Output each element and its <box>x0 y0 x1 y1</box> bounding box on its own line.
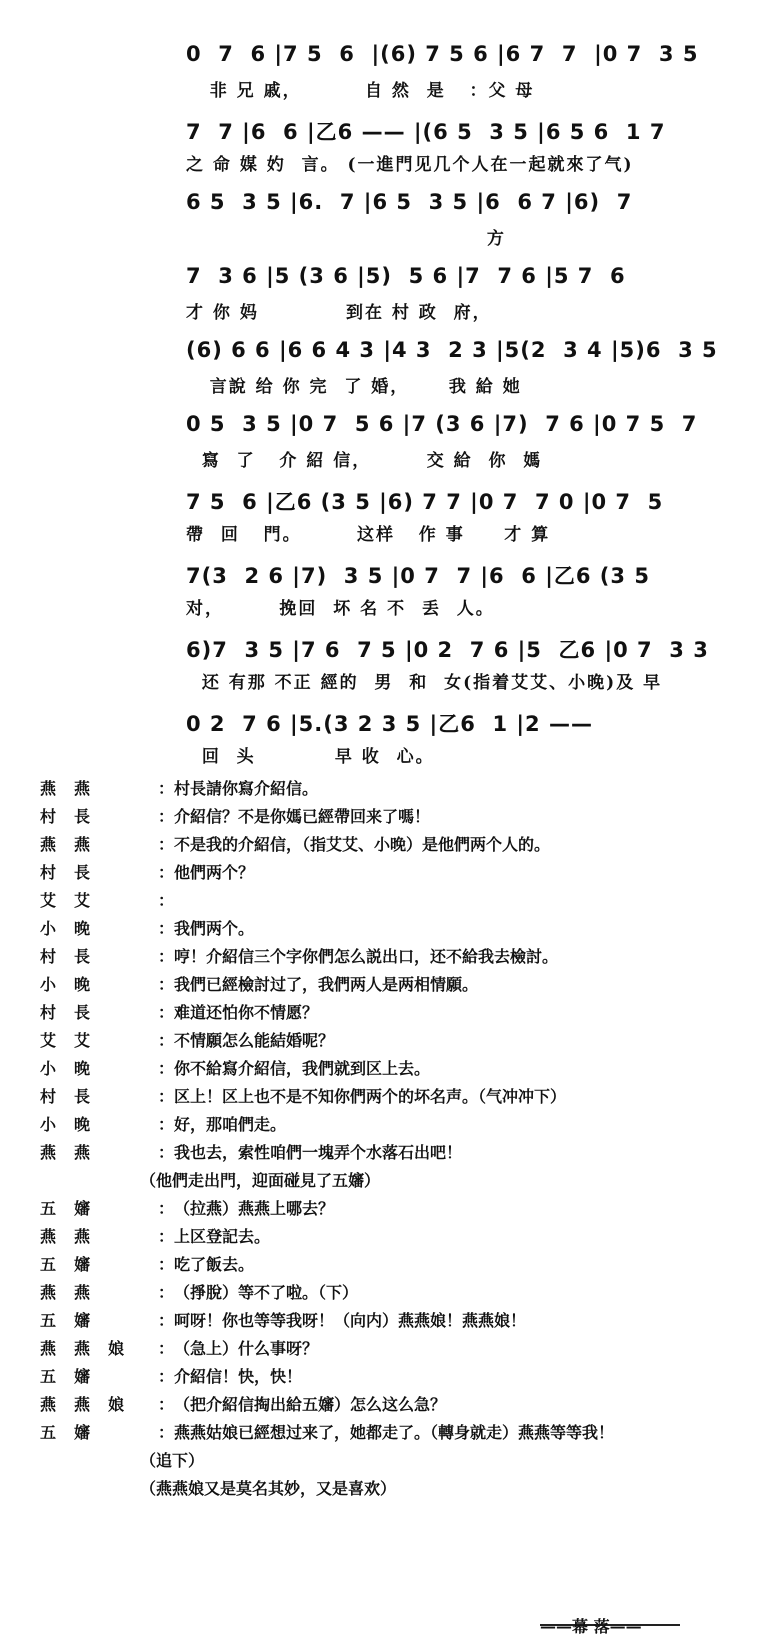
speaker-colon: ： <box>158 1283 175 1302</box>
speech-text: 你不給寫介紹信，我們就到区上去。 <box>174 1059 431 1078</box>
speaker-name: 村長 <box>40 863 109 882</box>
speech-text: 难道还怕你不情愿？ <box>174 1003 319 1022</box>
speaker-colon: ： <box>158 779 175 798</box>
jianpu-score <box>186 36 726 776</box>
score-lyrics: 之 命 媒 妁 言。 (一進門见几个人在一起就來了气) <box>186 155 634 175</box>
score-lyrics: 寫 了 介 紹 信， 交 給 你 媽 <box>186 451 543 471</box>
speech-text: （他們走出門，迎面碰見了五嬸） <box>140 1171 381 1190</box>
speaker-colon: ： <box>158 1367 175 1386</box>
speaker-colon: ： <box>158 863 175 882</box>
speaker-colon: ： <box>158 919 175 938</box>
speaker-colon: ： <box>158 947 175 966</box>
speech-text: 我們已經檢討过了，我們两人是两相情願。 <box>174 975 479 994</box>
speaker-name: 村長 <box>40 1087 109 1106</box>
speaker-name: 燕燕 <box>40 1283 109 1302</box>
speaker-colon: ： <box>158 1339 175 1358</box>
dialogue-line <box>40 1308 740 1336</box>
speaker-colon: ： <box>158 1311 175 1330</box>
speaker-name: 村長 <box>40 1003 109 1022</box>
speaker-name: 五嬸 <box>40 1311 109 1330</box>
score-row <box>186 332 726 406</box>
score-notes: 7 3 6 |5 (3 6 |5) 5 6 |7 7 6 |5 7 6 <box>186 264 626 288</box>
speaker-colon: ： <box>158 1059 175 1078</box>
dialogue-line <box>40 1420 740 1448</box>
score-notes: 6 5 3 5 |6. 7 |6 5 3 5 |6 6 7 |6) 7 <box>186 190 633 214</box>
speech-text: （燕燕娘又是莫名其妙，又是喜欢） <box>140 1479 397 1498</box>
score-lyrics: 帶 回 門。 这样 作 事 才 算 <box>186 525 551 545</box>
speaker-colon: ： <box>158 1003 175 1022</box>
speech-text: 村長請你寫介紹信。 <box>174 779 319 798</box>
speech-text: 我們两个。 <box>174 919 255 938</box>
speech-text: 吃了飯去。 <box>174 1255 255 1274</box>
speaker-name: 燕燕 <box>40 779 109 798</box>
dialogue-line <box>40 832 740 860</box>
score-lyrics: 回 头 早 收 心。 <box>186 747 435 767</box>
speaker-colon: ： <box>158 1227 175 1246</box>
speaker-name: 燕燕娘 <box>40 1395 143 1414</box>
curtain-mark: ——幕 落—— <box>540 1617 642 1636</box>
speech-text: 区上！区上也不是不知你們两个的坏名声。（气冲冲下） <box>174 1087 567 1106</box>
score-lyrics: 非 兄 戚， 自 然 是 ：父 母 <box>186 81 535 101</box>
speech-text: 介紹信？不是你媽已經帶回来了嗎！ <box>174 807 431 826</box>
dialogue-line <box>40 1000 740 1028</box>
dialogue-line <box>40 1140 740 1168</box>
dialogue-block <box>40 776 740 1504</box>
speaker-name: 村長 <box>40 807 109 826</box>
speaker-colon: ： <box>158 1143 175 1162</box>
speaker-name: 小晚 <box>40 1059 109 1078</box>
speaker-name: 小晚 <box>40 975 109 994</box>
speaker-colon: ： <box>158 835 175 854</box>
speech-text: 上区登記去。 <box>174 1227 271 1246</box>
speaker-name: 五嬸 <box>40 1367 109 1386</box>
score-row <box>186 36 726 110</box>
score-notes: (6) 6 6 |6 6 4 3 |4 3 2 3 |5(2 3 4 |5)6 3 5 <box>186 338 718 362</box>
dialogue-line <box>40 776 740 804</box>
dialogue-line <box>40 1028 740 1056</box>
dialogue-line <box>40 860 740 888</box>
speech-text: （追下） <box>140 1451 205 1470</box>
speaker-name: 艾艾 <box>40 1031 109 1050</box>
speaker-name: 五嬸 <box>40 1199 109 1218</box>
score-lyrics: 方 <box>186 229 506 249</box>
speaker-name: 燕燕 <box>40 1227 109 1246</box>
speech-text: 不情願怎么能結婚呢？ <box>174 1031 335 1050</box>
speech-text: （急上）什么事呀？ <box>174 1339 319 1358</box>
score-lyrics: 还 有那 不正 經的 男 和 女(指着艾艾、小晚)及 早 <box>186 673 663 693</box>
score-lyrics: 对， 挽回 坏 名 不 丢 人。 <box>186 599 495 619</box>
speech-text: （掙脫）等不了啦。（下） <box>174 1283 359 1302</box>
score-notes: 0 5 3 5 |0 7 5 6 |7 (3 6 |7) 7 6 |0 7 5 7 <box>186 412 698 436</box>
stage-direction <box>40 1448 740 1476</box>
stage-direction <box>40 1168 740 1196</box>
dialogue-line <box>40 1112 740 1140</box>
score-notes: 0 2 7 6 |5.(3 2 3 5 |乙6 1 |2 —— <box>186 712 602 736</box>
dialogue-line <box>40 1084 740 1112</box>
speaker-name: 燕燕娘 <box>40 1339 143 1358</box>
speaker-colon: ： <box>158 891 175 910</box>
speech-text: 呵呀！你也等等我呀！（向内）燕燕娘！燕燕娘！ <box>174 1311 527 1330</box>
speaker-colon: ： <box>158 807 175 826</box>
speaker-name: 五嬸 <box>40 1423 109 1442</box>
speaker-name: 燕燕 <box>40 835 109 854</box>
score-row <box>186 406 726 480</box>
speech-text: 介紹信！快，快！ <box>174 1367 303 1386</box>
dialogue-line <box>40 1336 740 1364</box>
score-row <box>186 110 726 184</box>
speech-text: 燕燕姑娘已經想过来了，她都走了。（轉身就走）燕燕等等我！ <box>174 1423 615 1442</box>
speaker-name: 五嬸 <box>40 1255 109 1274</box>
speech-text: 不是我的介紹信，（指艾艾、小晚）是他們两个人的。 <box>174 835 551 854</box>
speech-text: 哼！介紹信三个字你們怎么説出口，还不給我去檢討。 <box>174 947 559 966</box>
stage-direction <box>40 1476 740 1504</box>
dialogue-line <box>40 916 740 944</box>
speaker-colon: ： <box>158 1087 175 1106</box>
score-row <box>186 480 726 554</box>
dialogue-line <box>40 1280 740 1308</box>
speaker-name: 艾艾 <box>40 891 109 910</box>
dialogue-line <box>40 1056 740 1084</box>
speaker-name: 村長 <box>40 947 109 966</box>
score-row <box>186 258 726 332</box>
score-lyrics: 言說 给 你 完 了 婚， 我 給 她 <box>186 377 522 397</box>
speaker-colon: ： <box>158 1115 175 1134</box>
dialogue-line <box>40 1364 740 1392</box>
score-notes: 6)7 3 5 |7 6 7 5 |0 2 7 6 |5 乙6 |0 7 3 3 <box>186 638 709 662</box>
speaker-name: 燕燕 <box>40 1143 109 1162</box>
dialogue-line <box>40 1196 740 1224</box>
speech-text: 他們两个？ <box>174 863 255 882</box>
dialogue-line <box>40 944 740 972</box>
score-lyrics: 才 你 妈 到在 村 政 府， <box>186 303 492 323</box>
dialogue-line <box>40 1392 740 1420</box>
speech-text: 好，那咱們走。 <box>174 1115 287 1134</box>
speaker-colon: ： <box>158 1031 175 1050</box>
speaker-colon: ： <box>158 1395 175 1414</box>
score-row <box>186 554 726 628</box>
speaker-colon: ： <box>158 975 175 994</box>
score-notes: 7(3 2 6 |7) 3 5 |0 7 7 |6 6 |乙6 (3 5 <box>186 564 650 588</box>
dialogue-line <box>40 888 740 916</box>
speaker-name: 小晚 <box>40 1115 109 1134</box>
score-notes: 0 7 6 |7 5 6 |(6) 7 5 6 |6 7 7 |0 7 3 5 <box>186 42 699 66</box>
dialogue-line <box>40 804 740 832</box>
speech-text: （把介紹信掏出給五嬸）怎么这么急？ <box>174 1395 447 1414</box>
score-notes: 7 7 |6 6 |乙6 —— |(6 5 3 5 |6 5 6 1 7 <box>186 120 666 144</box>
speech-text: （拉燕）燕燕上哪去？ <box>174 1199 335 1218</box>
speaker-colon: ： <box>158 1423 175 1442</box>
score-row <box>186 702 726 776</box>
score-notes: 7 5 6 |乙6 (3 5 |6) 7 7 |0 7 7 0 |0 7 5 <box>186 490 664 514</box>
dialogue-line <box>40 972 740 1000</box>
score-row <box>186 184 726 258</box>
speech-text: 我也去，索性咱們一塊弄个水落石出吧！ <box>174 1143 463 1162</box>
speaker-colon: ： <box>158 1199 175 1218</box>
speaker-name: 小晚 <box>40 919 109 938</box>
speaker-colon: ： <box>158 1255 175 1274</box>
dialogue-line <box>40 1224 740 1252</box>
dialogue-line <box>40 1252 740 1280</box>
score-row <box>186 628 726 702</box>
